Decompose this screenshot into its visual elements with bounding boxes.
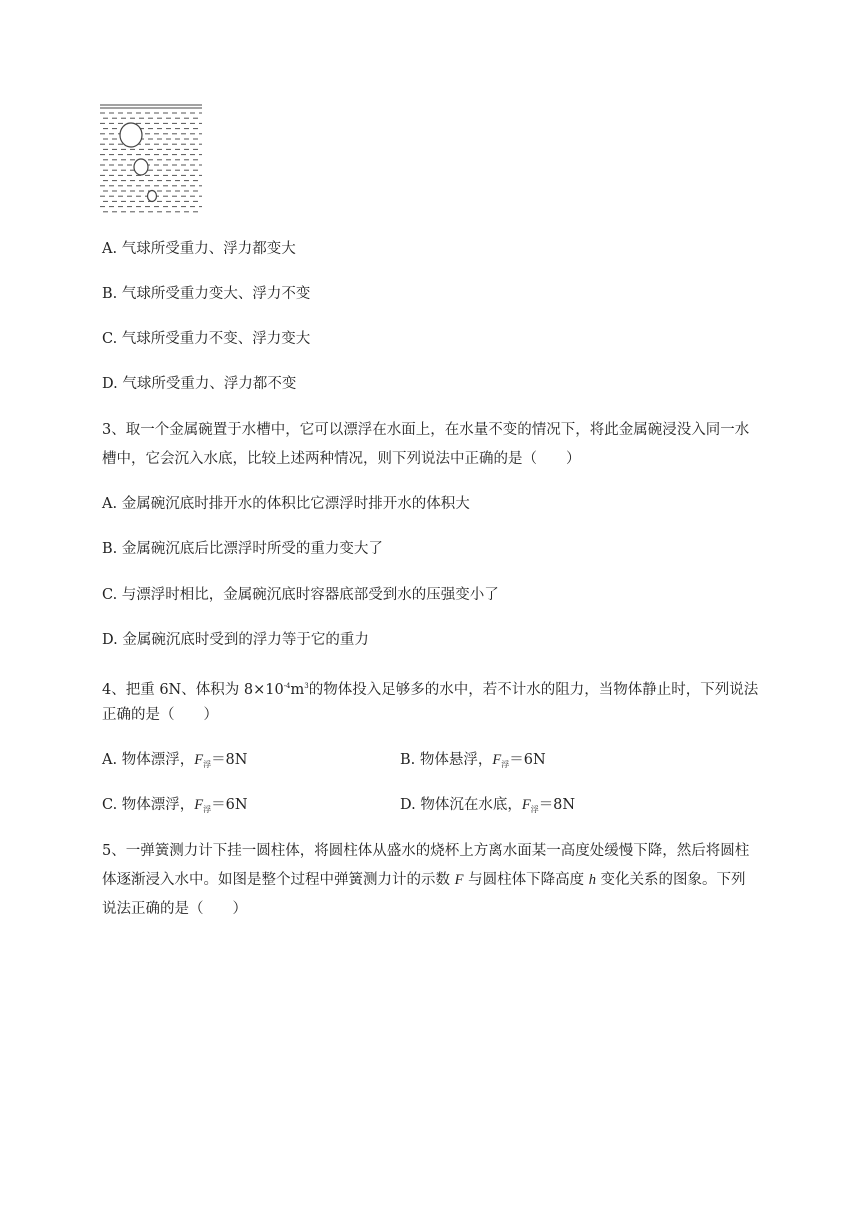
medium-bubble (134, 159, 148, 175)
q5-stem-line3: 说法正确的是（ ） (102, 901, 247, 917)
q5-stem-line2 (102, 870, 746, 890)
q5-line2-pre: 体逐渐浸入水中。如图是整个过程中弹簧测力计的示数 (102, 872, 455, 888)
q2-option-a: A. 气球所受重力、浮力都变大 (102, 241, 296, 257)
q5-line2-mid: 与圆柱体下降高度 (463, 872, 589, 888)
f-subscript: 浮 (203, 760, 212, 769)
q4-unit: m (290, 682, 305, 698)
q4-unit-exponent: 3 (304, 682, 309, 690)
q4-option-a (102, 750, 247, 775)
q5-h-symbol: h (588, 872, 596, 888)
q2-option-b: B. 气球所受重力变大、浮力不变 (102, 286, 311, 302)
q3-option-c: C. 与漂浮时相比，金属碗沉底时容器底部受到水的压强变小了 (102, 587, 499, 603)
q4-option-b (400, 750, 546, 775)
q3-stem-line2: 槽中，它会沉入水底，比较上述两种情况，则下列说法中正确的是（ ） (102, 451, 581, 467)
small-bubble (148, 191, 157, 202)
f-symbol: F (521, 797, 531, 813)
q4-exponent: -4 (283, 682, 291, 690)
q4-option-a-text: A. 物体漂浮， (102, 752, 195, 768)
f-subscript: 浮 (203, 805, 212, 814)
f-subscript: 浮 (530, 805, 539, 814)
q4-stem-line2: 正确的是（ ） (102, 707, 218, 723)
q4-option-d (400, 795, 575, 820)
q4-option-b-value: ＝6N (509, 752, 546, 768)
q4-option-d-text: D. 物体沉在水底， (400, 797, 522, 813)
q4-stem-post: 的物体投入足够多的水中，若不计水的阻力，当物体静止时，下列说法 (308, 682, 759, 698)
q4-stem-pre: 4、把重 6N、体积为 8×10 (102, 682, 284, 698)
q4-option-a-value: ＝8N (211, 752, 248, 768)
balloon-water-figure (100, 104, 202, 216)
q2-option-d: D. 气球所受重力、浮力都不变 (102, 376, 297, 392)
q3-stem-line1: 3、取一个金属碗置于水槽中，它可以漂浮在水面上，在水量不变的情况下，将此金属碗浸没入同一水 (102, 422, 750, 438)
f-symbol: F (492, 752, 502, 768)
q4-option-b-text: B. 物体悬浮， (400, 752, 493, 768)
f-subscript: 浮 (501, 760, 510, 769)
q3-option-b: B. 金属碗沉底后比漂浮时所受的重力变大了 (102, 541, 383, 557)
q5-f-symbol: F (454, 872, 464, 888)
q2-option-c: C. 气球所受重力不变、浮力变大 (102, 331, 311, 347)
q5-line2-post: 变化关系的图象。下列 (595, 872, 746, 888)
f-symbol: F (194, 797, 204, 813)
q5-stem-line1: 5、一弹簧测力计下挂一圆柱体，将圆柱体从盛水的烧杯上方离水面某一高度处缓慢下降，然后将圆柱 (102, 843, 750, 859)
large-bubble (120, 123, 142, 147)
q4-option-c (102, 795, 248, 820)
q4-option-c-text: C. 物体漂浮， (102, 797, 195, 813)
q4-option-d-value: ＝8N (538, 797, 576, 813)
q4-option-c-value: ＝6N (211, 797, 248, 813)
q4-stem-line1 (102, 676, 758, 700)
f-symbol: F (194, 752, 204, 768)
q3-option-d: D. 金属碗沉底时受到的浮力等于它的重力 (102, 632, 369, 648)
q3-option-a: A. 金属碗沉底时排开水的体积比它漂浮时排开水的体积大 (102, 496, 470, 512)
